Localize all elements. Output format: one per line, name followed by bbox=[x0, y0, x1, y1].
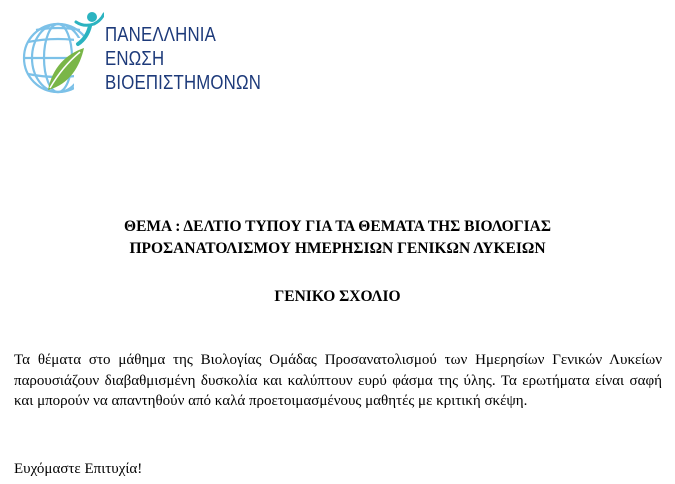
association-logo bbox=[18, 8, 268, 98]
logo-line-3: ΒΙΟΕΠΙΣΤΗΜΟΝΩΝ bbox=[105, 71, 262, 94]
body-paragraph: Τα θέματα στο μάθημα της Βιολογίας Ομάδας Προσανατολισμού των Ημερησίων Γενικών Λυκείων παρουσιάζουν διαβαθμισμένη δυσκολία και καλύπτουν ευρύ φάσμα της ύλης. Τα ερωτήματα είναι σαφή και μπορούν να απαντηθούν από καλά προετοιμασμένους μαθητές με κριτική σκέψη. bbox=[14, 352, 662, 409]
globe-leaf-figure-icon bbox=[18, 8, 104, 98]
subject-line-2: ΠΡΟΣΑΝΑΤΟΛΙΣΜΟΥ ΗΜΕΡΗΣΙΩΝ ΓΕΝΙΚΩΝ ΛΥΚΕΙΩΝ bbox=[129, 240, 546, 257]
logo-line-1: ΠΑΝΕΛΛΗΝΙΑ bbox=[105, 23, 216, 46]
subject-line-1: ΘΕΜΑ : ΔΕΛΤΙΟ ΤΥΠΟΥ ΓΙΑ ΤΑ ΘΕΜΑΤΑ ΤΗΣ ΒΙΟΛΟΓΙΑΣ bbox=[124, 218, 551, 235]
subject-title bbox=[0, 216, 675, 260]
logo-wordmark bbox=[105, 23, 261, 95]
section-heading: ΓΕΝΙΚΟ ΣΧΟΛΙΟ bbox=[274, 288, 401, 305]
logo-line-2: ΕΝΩΣΗ bbox=[105, 47, 165, 70]
closing-line: Ευχόμαστε Επιτυχία! bbox=[14, 461, 143, 477]
